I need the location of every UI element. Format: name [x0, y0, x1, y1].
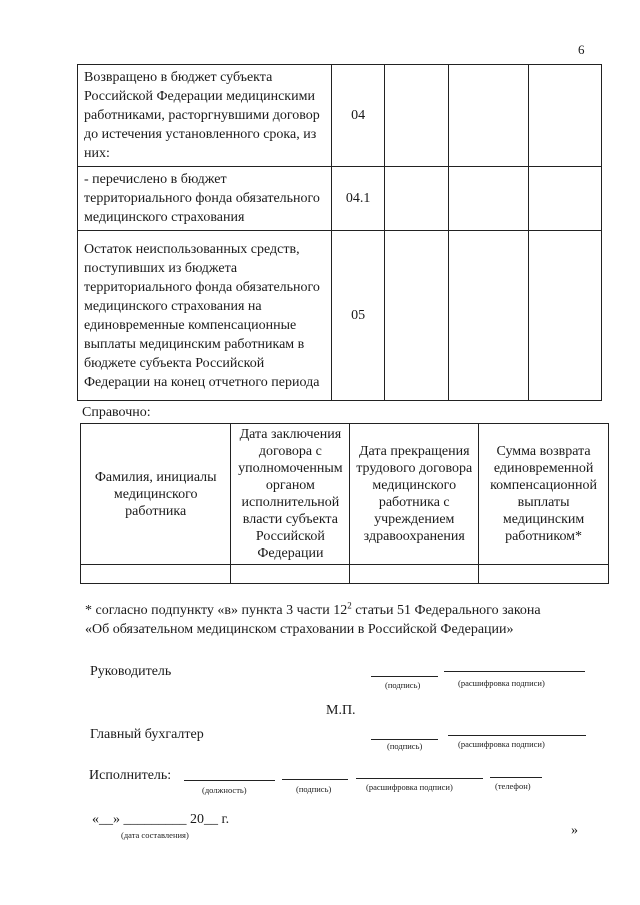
empty-cell	[448, 231, 528, 401]
row-description: Остаток неиспользованных средств, поступивших из бюджета территориального фонда обязательного медицинского страхования на единовременные компенсационные выплаты медицинским работникам в бюджете субъекта Российской Федерации на конец отчетного периода	[78, 231, 332, 401]
empty-cell	[231, 565, 350, 584]
executor-decoding-line	[356, 778, 483, 779]
executor-decoding-caption: (расшифровка подписи)	[366, 782, 453, 792]
head-signature-line	[371, 676, 438, 677]
table-row	[78, 65, 602, 167]
stamp-label: М.П.	[326, 703, 356, 718]
empty-cell	[479, 565, 609, 584]
date-caption: (дата составления)	[121, 830, 189, 840]
table-header-row	[81, 424, 609, 565]
header-termination-date: Дата прекращения трудового договора медицинского работника с учреждением здравоохранения	[350, 424, 479, 565]
table-row	[81, 565, 609, 584]
executor-signature-caption: (подпись)	[296, 784, 332, 794]
empty-cell	[448, 167, 528, 231]
executor-position-caption: (должность)	[202, 785, 247, 795]
empty-cell	[448, 65, 528, 167]
reference-table	[80, 423, 609, 584]
row-code: 04.1	[332, 167, 385, 231]
empty-cell	[350, 565, 479, 584]
footnote	[85, 601, 541, 639]
empty-cell	[385, 65, 449, 167]
empty-cell	[81, 565, 231, 584]
executor-signature-line	[282, 779, 348, 780]
row-code: 05	[332, 231, 385, 401]
header-contract-date: Дата заключения договора с уполномоченным органом исполнительной власти субъекта Российской Федерации	[231, 424, 350, 565]
header-refund-amount: Сумма возврата единовременной компенсационной выплаты медицинским работником*	[479, 424, 609, 565]
row-description: - перечислено в бюджет территориального фонда обязательного медицинского страхования	[78, 167, 332, 231]
row-description: Возвращено в бюджет субъекта Российской Федерации медицинскими работниками, расторгнувшими договор до истечения установленного срока, из них:	[78, 65, 332, 167]
executor-label: Исполнитель:	[89, 768, 172, 783]
table-row	[78, 167, 602, 231]
table-row	[78, 231, 602, 401]
empty-cell	[385, 231, 449, 401]
executor-phone-caption: (телефон)	[495, 781, 531, 791]
executor-position-line	[184, 780, 275, 781]
head-decoding-line	[444, 671, 585, 672]
executor-phone-line	[490, 777, 542, 778]
accountant-decoding-line	[448, 735, 586, 736]
accountant-signature-line	[371, 739, 438, 740]
footnote-line2: «Об обязательном медицинском страховании в Российской Федерации»	[85, 622, 514, 637]
footnote-text-b: статьи 51 Федерального закона	[351, 603, 541, 618]
closing-quote: »	[571, 823, 578, 838]
footnote-sup: 2	[347, 600, 352, 611]
reference-label: Справочно:	[82, 405, 151, 420]
page-number: 6	[578, 42, 585, 57]
accountant-decoding-caption: (расшифровка подписи)	[458, 739, 545, 749]
head-decoding-caption: (расшифровка подписи)	[458, 678, 545, 688]
row-code: 04	[332, 65, 385, 167]
header-name: Фамилия, инициалы медицинского работника	[81, 424, 231, 565]
empty-cell	[528, 231, 601, 401]
footnote-text-a: * согласно подпункту «в» пункта 3 части 12	[85, 603, 348, 618]
accountant-signature-caption: (подпись)	[387, 741, 423, 751]
empty-cell	[528, 167, 601, 231]
accountant-label: Главный бухгалтер	[90, 727, 204, 742]
main-table	[77, 64, 602, 401]
head-label: Руководитель	[90, 664, 172, 679]
empty-cell	[528, 65, 601, 167]
date-line: «__» _________ 20__ г.	[92, 812, 230, 827]
head-signature-caption: (подпись)	[385, 680, 421, 690]
empty-cell	[385, 167, 449, 231]
